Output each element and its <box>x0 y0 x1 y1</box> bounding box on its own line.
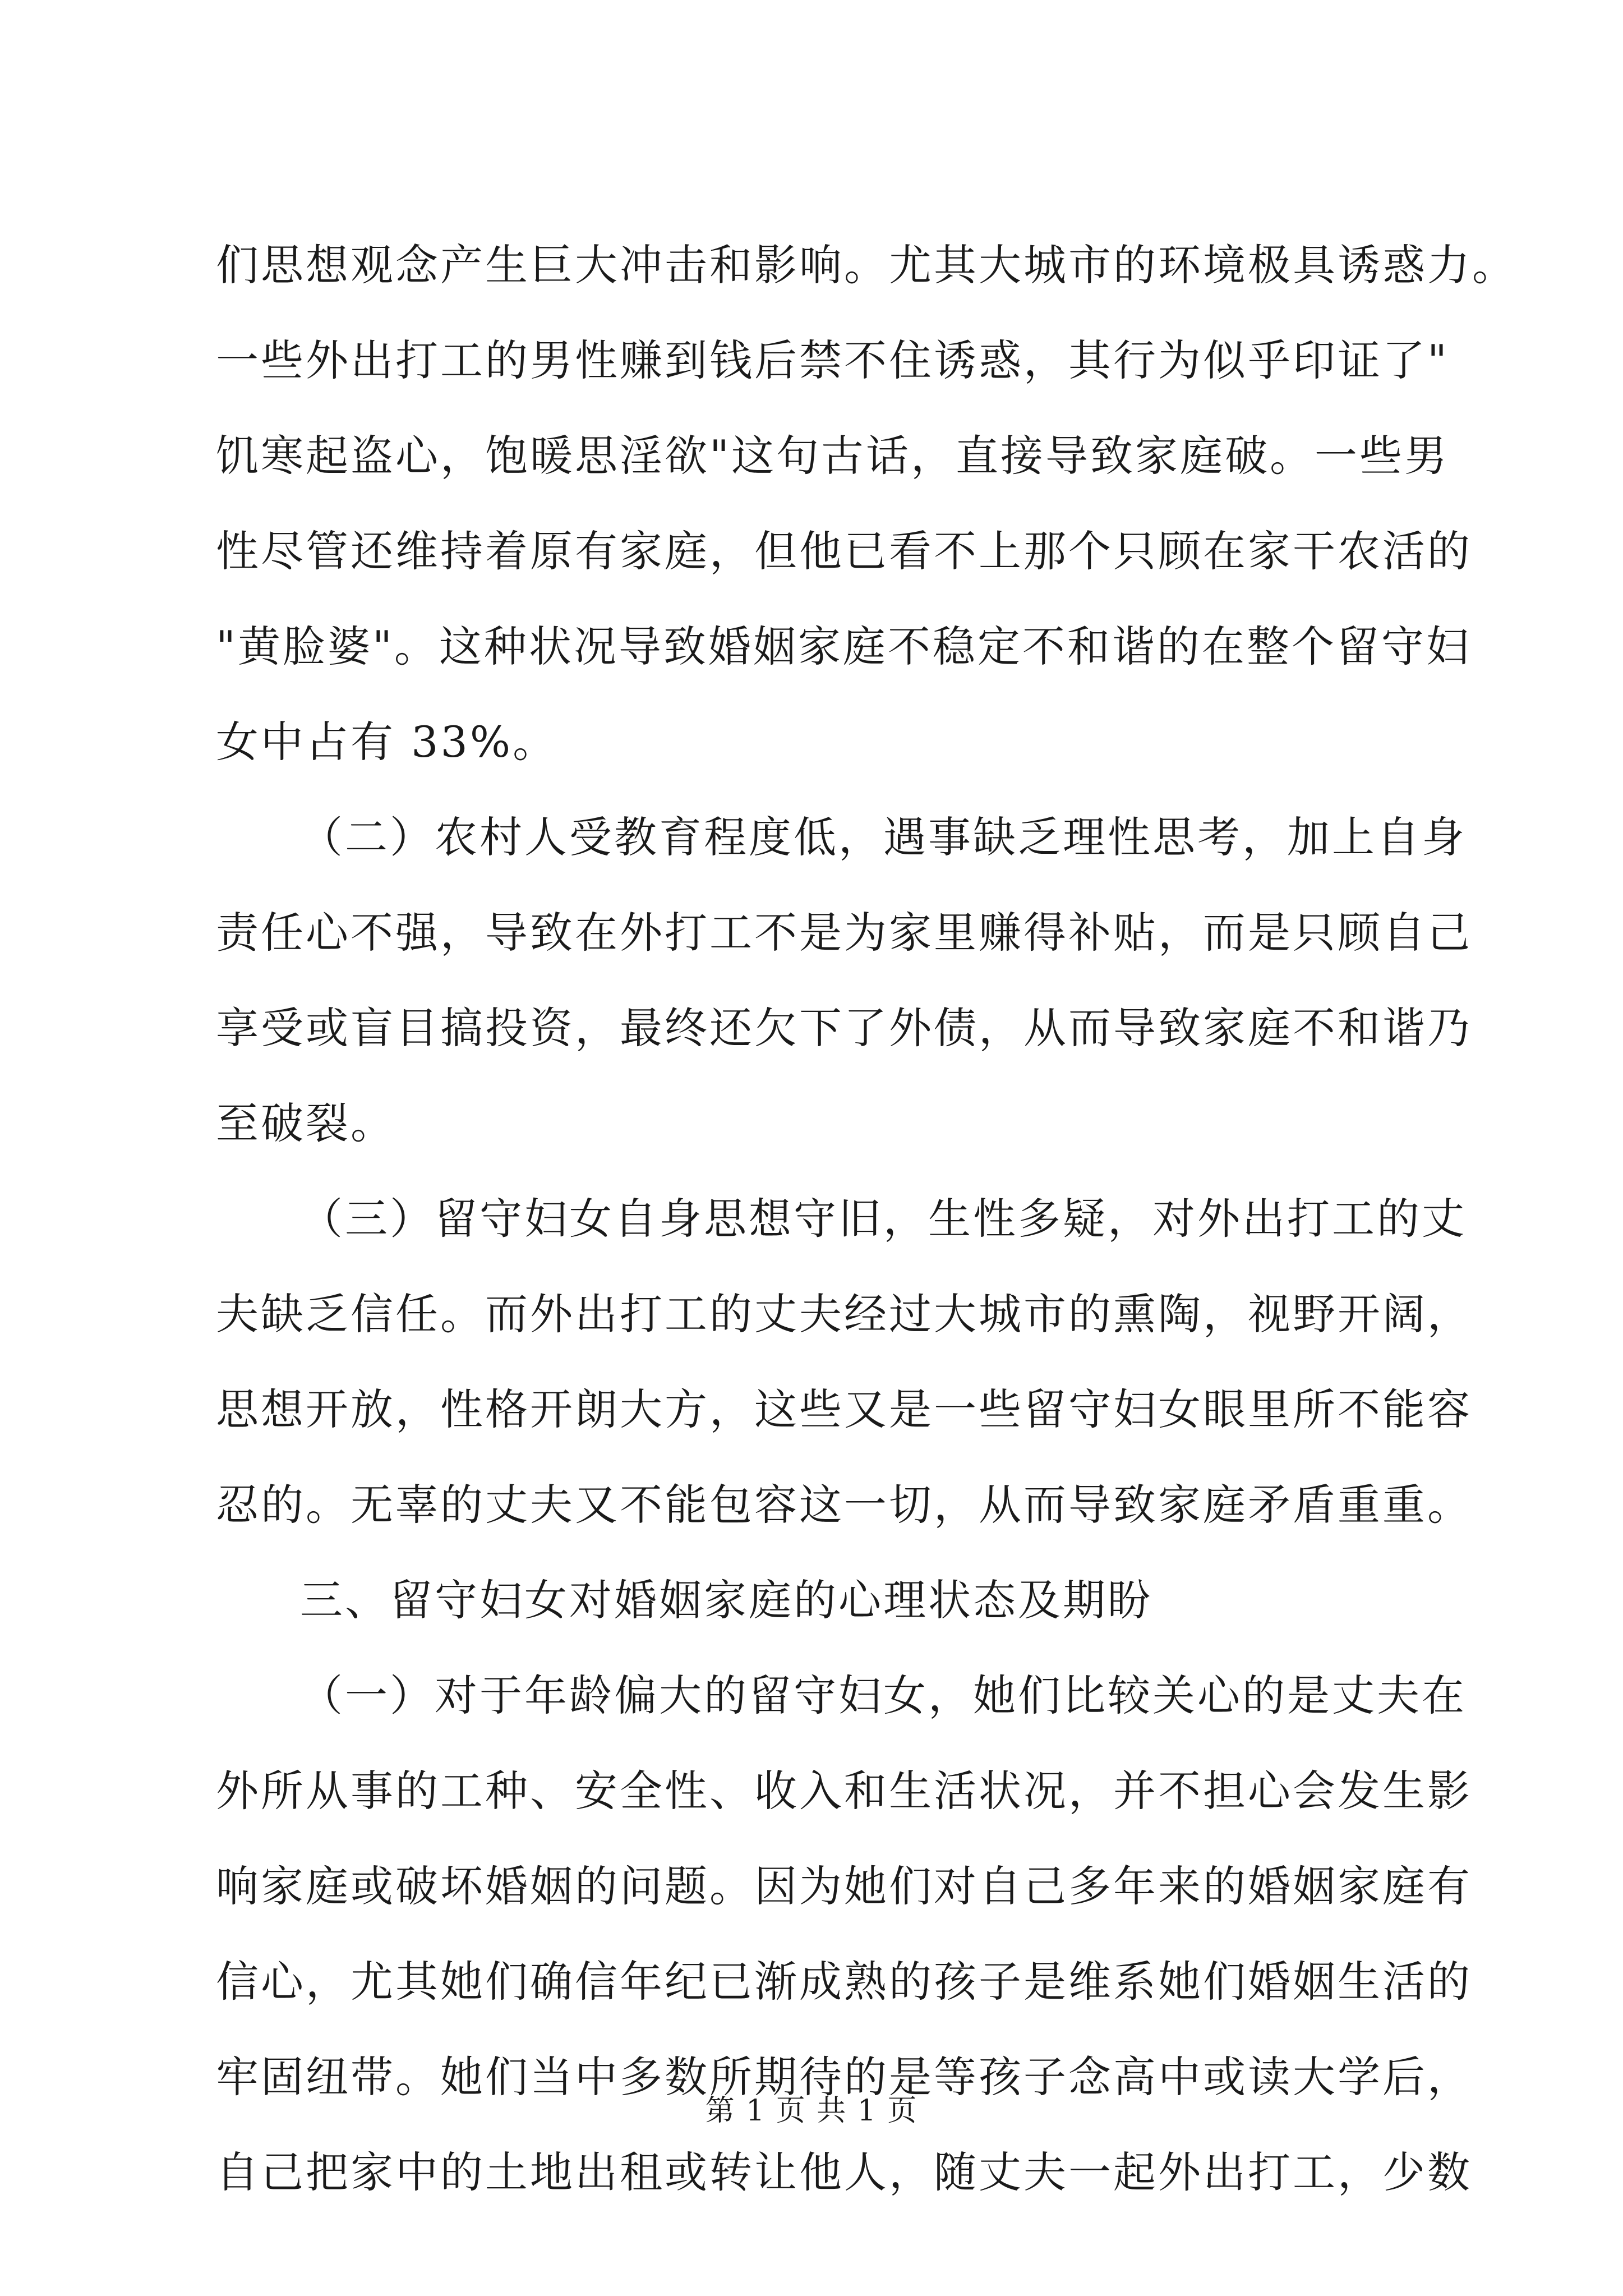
text-line: 忍的。无辜的丈夫又不能包容这一切，从而导致家庭矛盾重重。 <box>216 1480 1472 1530</box>
text-line: （三）留守妇女自身思想守旧，生性多疑，对外出打工的丈 <box>300 1194 1467 1244</box>
text-line: （二）农村人受教育程度低，遇事缺乏理性思考，加上自身 <box>300 812 1467 862</box>
text-line: 响家庭或破坏婚姻的问题。因为她们对自己多年来的婚姻家庭有 <box>216 1861 1472 1911</box>
text-line: 三、留守妇女对婚姻家庭的心理状态及期盼 <box>300 1575 1152 1625</box>
document-body <box>216 218 1517 2220</box>
text-line: "黄脸婆"。这种状况导致婚姻家庭不稳定不和谐的在整个留守妇 <box>216 622 1471 671</box>
text-line: 们思想观念产生巨大冲击和影响。尤其大城市的环境极具诱惑力。 <box>216 240 1517 290</box>
text-line: 女中占有 33%。 <box>216 717 558 767</box>
text-line: 一些外出打工的男性赚到钱后禁不住诱惑，其行为似乎印证了" <box>216 335 1449 385</box>
text-line: 夫缺乏信任。而外出打工的丈夫经过大城市的熏陶，视野开阔， <box>216 1289 1472 1339</box>
text-line: 外所从事的工种、安全性、收入和生活状况，并不担心会发生影 <box>216 1766 1472 1816</box>
text-line: 责任心不强，导致在外打工不是为家里赚得补贴，而是只顾自己 <box>216 908 1472 958</box>
text-line: 饥寒起盗心，饱暖思淫欲"这句古话，直接导致家庭破。一些男 <box>216 431 1449 481</box>
page-footer: 第 1 页 共 1 页 <box>705 2094 918 2128</box>
text-line: 信心，尤其她们确信年纪已渐成熟的孩子是维系她们婚姻生活的 <box>216 1957 1472 2007</box>
text-line: 自己把家中的土地出租或转让他人，随丈夫一起外出打工，少数 <box>216 2147 1472 2197</box>
text-line: （一）对于年龄偏大的留守妇女，她们比较关心的是丈夫在 <box>300 1671 1467 1720</box>
text-line: 思想开放，性格开朗大方，这些又是一些留守妇女眼里所不能容 <box>216 1384 1472 1434</box>
text-line: 至破裂。 <box>216 1098 395 1148</box>
text-line: 牢固纽带。她们当中多数所期待的是等孩子念高中或读大学后， <box>216 2052 1472 2102</box>
text-line: 性尽管还维持着原有家庭，但他已看不上那个只顾在家干农活的 <box>216 526 1472 576</box>
text-line: 享受或盲目搞投资，最终还欠下了外债，从而导致家庭不和谐乃 <box>216 1003 1472 1053</box>
